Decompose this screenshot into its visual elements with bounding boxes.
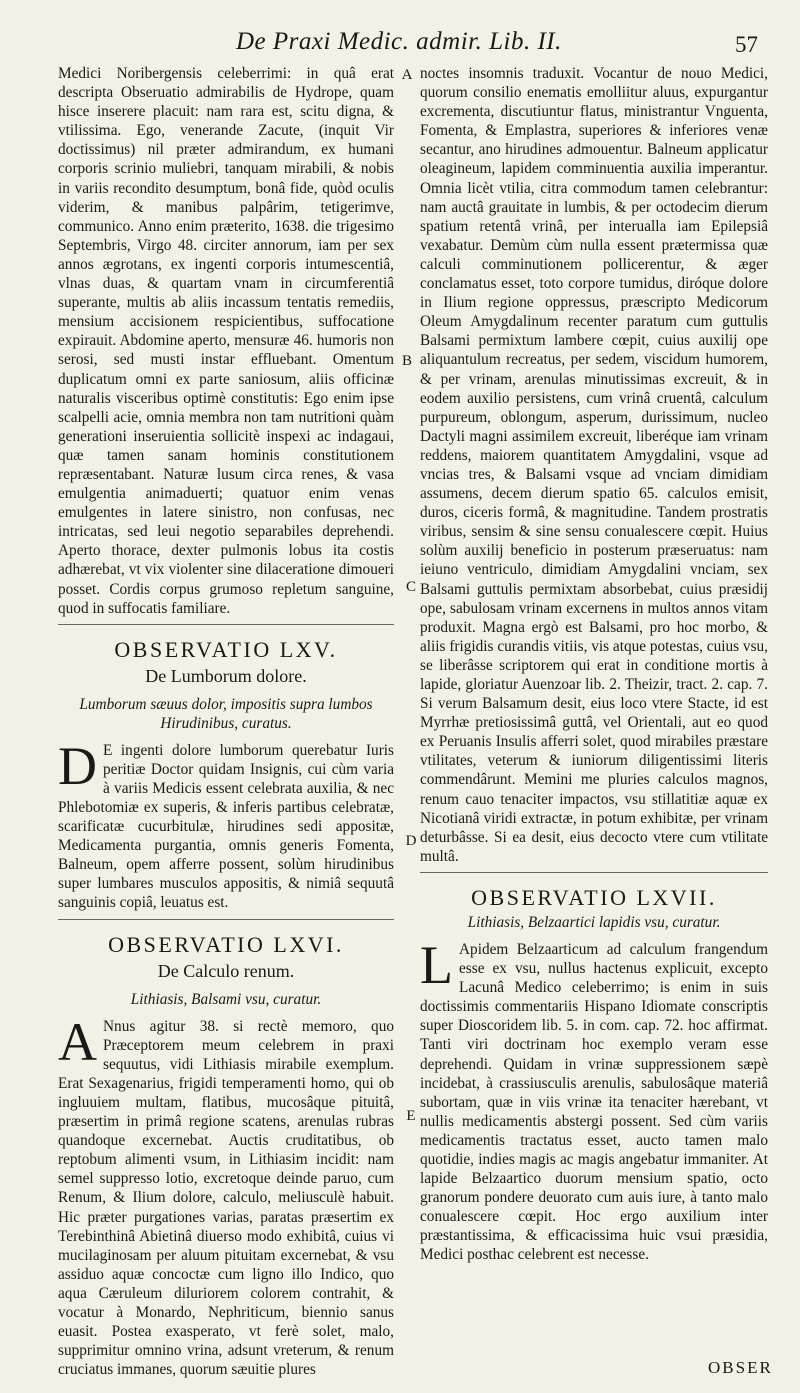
margin-letter-a: A [401, 67, 413, 83]
observation-67-title: OBSERVATIO LXVII. [471, 884, 717, 910]
page-header [0, 26, 800, 66]
margin-letter-c: C [405, 579, 416, 595]
margin-letter-e: E [406, 1108, 416, 1124]
drop-cap-a: A [58, 1011, 97, 1072]
observation-67-body [420, 934, 768, 1265]
drop-cap-l: L [420, 934, 453, 995]
observation-66-lemma: Lithiasis, Balsami vsu, curatur. [130, 990, 322, 1008]
page-number: 57 [735, 32, 758, 57]
observation-66-text: Nnus agitur 38. si rectè memoro, quo Præceptorem meum celebrem in praxi sequutus, vidi Lithiasis mirabile exemplum. Erat Sexagenarius, frigidi temperamenti homo, qui ob ingluuiem multam, flatibus, mucosâque pituitâ, præsertim in primâ regione scatens, arenulas rubras quandoque excernebat. Auctis cruditatibus, ob reptobum alimenti vsum, in Lithiasim incidit: nam semel suppresso lotio, excretoque deinde paruo, cum Renum, & Ilium dolore, calculo, meliusculè habuit. Hic præter purgationes varias, paratas præsertim ex Terebinthinâ Abietinâ diuerso modo exhibitâ, cuius vi mucilaginosam per aluum pituitam excernebat, & vsu assiduo aquæ concoctæ cum ligno illo Indico, quo aqua Cæruleum diluriorem colorem contrahit, & vocatur à Monardo, Nephriticum, biennio sanus euasit. Postea exasperato, vt ferè solet, malo, supprimitur omnino vrina, adsunt vreterum, & renum cruciatus immanes, quorum sæuitie plures [58, 1017, 394, 1379]
right-column [420, 64, 768, 1265]
section-rule [58, 919, 394, 920]
observation-65-lemma: Lumborum sæuus dolor, impositis supra lumbos Hirudinibus, curatus. [79, 695, 373, 732]
catchword: OBSER [708, 1358, 773, 1377]
section-rule [420, 872, 768, 873]
observation-65-body [58, 735, 394, 913]
observation-65-text: E ingenti dolore lumborum querebatur Iuris peritiæ Doctor quidam Insignis, cui cùm varia à variis Medicis essent celebrata auxilia, & nec Phlebotomiæ ex superis, & inferis partibus celebratæ, scarificatæ cucurbitulæ, hirudines sedi appositæ, Medicamenta purgantia, omnis generis Fomenta, Balneum, opem afferre possent, solùm hirudinibus super lumbares musculos appositis, & nimiâ sequutâ sanguinis copiâ, leuatus est. [58, 741, 394, 912]
observation-65-title: OBSERVATIO LXV. [114, 636, 338, 662]
observation-67-text: Apidem Belzaarticum ad calculum frangendum esse ex vsu, nullus hactenus explicuit, excepto Lacunâ Medico celeberrimo; is enim in suis doctissimis commentariis Hispano Idiomate conscriptis super Dioscoridem lib. 5. in com. cap. 72. hoc affirmat. Tanti viri doctrinam hoc exemplo veram esse deprehendi. Quidam in vrinæ suppressionem sæpè incidebat, à crassiusculis arenulis, sabulosâque materiâ subortam, quæ in viis vrinæ ita tenaciter hærebant, vt nullis medicamentis abstergi possent. Sed cùm variis medicamentis tractatus esset, aucto tamen malo quotidie, indies magis ac magis angebatur immaniter. At lapide Belzaartico duorum mensium spatio, octo granorum pondere deuorato cum auis iure, à tanto malo conualescere cœpit. Hoc ergo auxilium inter præstantissima, & efficacissima huic vsui præsidia, Medici posthac celebrent est necesse. [420, 940, 768, 1264]
section-rule [58, 624, 394, 625]
observation-67-lemma: Lithiasis, Belzaartici lapidis vsu, curatur. [467, 913, 721, 931]
margin-letter-b: B [401, 353, 412, 369]
observation-65-subtitle: De Lumborum dolore. [145, 665, 307, 686]
observation-66-title: OBSERVATIO LXVI. [108, 931, 344, 957]
left-column [58, 64, 394, 1379]
observation-66-body [58, 1011, 394, 1380]
observation-66-continuation: noctes insomnis traduxit. Vocantur de nouo Medici, quorum consilio enematis emolliitur aluus, expurgantur excrementa, discutiuntur flatus, ministrantur Vnguenta, Fomenta, & Emplastra, superiores & inferiores venæ secantur, ano hirudines admouentur. Balneum applicatur oleagineum, lapidem comminuentia auxilia imperantur. Omnia licèt vtilia, citra commodum tamen celebrantur: nam auctâ grauitate in lumbis, & per octodecim dierum spatium retentâ vrinâ, per interualla iam Epilepsiâ vexabatur. Demùm cùm nulla essent prætermissa quæ calculi comminutionem pollicerentur, & æger conclamatus esset, toto corpore tumidus, diróque dolore in Ilium regione oppressus, præscripto Medicorum Oleum Amygdalinum recenter paratum cum guttulis Balsami permixtum lambere cœpit, cuius auxilij ope aliquantulum recreatus, per sedem, viscidum humorem, & per vrinam, arenulas minutissimas excreuit, & in eodem auxilio persistens, cum vrinâ cruentâ, calculum purpureum, oblongum, asperum, durissimum, nucleo Dactyli magni assimilem excreuit, liberéque iam vrinam reddens, maiorem quantitatem Amygdalini, vsque ad vncias tres, & Balsami vsque ad vnciam dimidiam assumens, decem dierum spatio 65. calculos emisit, duros, ciceris formâ, & magnitudine. Tandem prostratis viribus, sensim & sine sensu conualescere cœpit. Huius solùm auxilij beneficio in posterum præseruatus: nam ieiuno ventriculo, dimidiam Amygdalini vnciam, sex Balsami guttulis permixtam absorbebat, cuius præsidij ope, sabulosam vrinam excernens in multos annos vitam produxit. Magna ergò est Balsami, pro hoc morbo, & aliis frigidis curandis vitiis, vis atque potestas, cuius vsu, se liberâsse scriptorem qui erat in conditione mortis à lapide, gloriatur Auenzoar lib. 2. Theizir, tract. 2. cap. 7. Si verum Balsamum desit, eius loco vtere Stacte, id est Myrrhæ pretiosissimâ guttâ, vel Orientali, aut eo quod ex Peruanis Insulis afferri solet, quod mirabiles præstare vtilitates, veterum & iuniorum diligentissimi literis commendârunt. Memini me pluries calculos magnos, renum cauo tenaciter impactos, vsu stillatitiæ aquæ ex Nicotianâ viridi extractæ, in potum exhibitæ, per vrinam deturbâsse. Si ea desit, eius decocto vtere cum vtilitate multâ. [420, 65, 768, 865]
running-head: De Praxi Medic. admir. Lib. II. [236, 28, 562, 55]
opening-paragraph: Medici Noribergensis celeberrimi: in quâ erat descripta Obseruatio admirabilis de Hydrope, quam hisce inserere placuit: nam rara est, scitu digna, & vtilissima. Ego, venerande Zacute, (inquit Vir doctissimus) nil præter admirandum, ex humani corporis scrinio muliebri, tanquam mirabili, & nobis in variis recondito desumptum, bonâ fide, quòd oculis viderim, & manibus palpârim, tetigerimve, communico. Anno enim præterito, 1638. die trigesimo Septembris, Virgo 48. circiter annorum, iam per sex annos ægrotans, ex ingenti corporis intumescentiâ, vlnas duas, & quartam vnam in circumferentiâ superante, multis ab aliis incassum tentatis remediis, mensium accisionem respicientibus, suffocatione expirauit. Abdomine aperto, mensuræ 46. humoris non serosi, sed musti instar effluebant. Omentum duplicatum omni ex parte saniosum, aliis officinæ naturalis visceribus optimè constitutis: Ego enim ipse scalpelli acie, omnia membra non tam nutritioni quàm generationi inseruientia sollicitè inspexi ac indagaui, quæ tamen sanam hominis constitutionem repræsentabant. Naturæ lusum circa renes, & vasa emulgentia animaduerti; quatuor enim venas emulgentes in latere sinistro, non confusas, nec intricatas, sed leui negotio separabiles deprehendi. Aperto thorace, dexter pulmonis lobus ita costis adhærebat, vt vix violenter sine dilaceratione dimoueri posset. Cordis corpus grumoso repletum sanguine, quod in suffocatis familiare. [58, 65, 394, 617]
drop-cap-d: D [58, 735, 97, 796]
observation-66-subtitle: De Calculo renum. [157, 960, 295, 981]
margin-letter-d: D [405, 833, 417, 849]
